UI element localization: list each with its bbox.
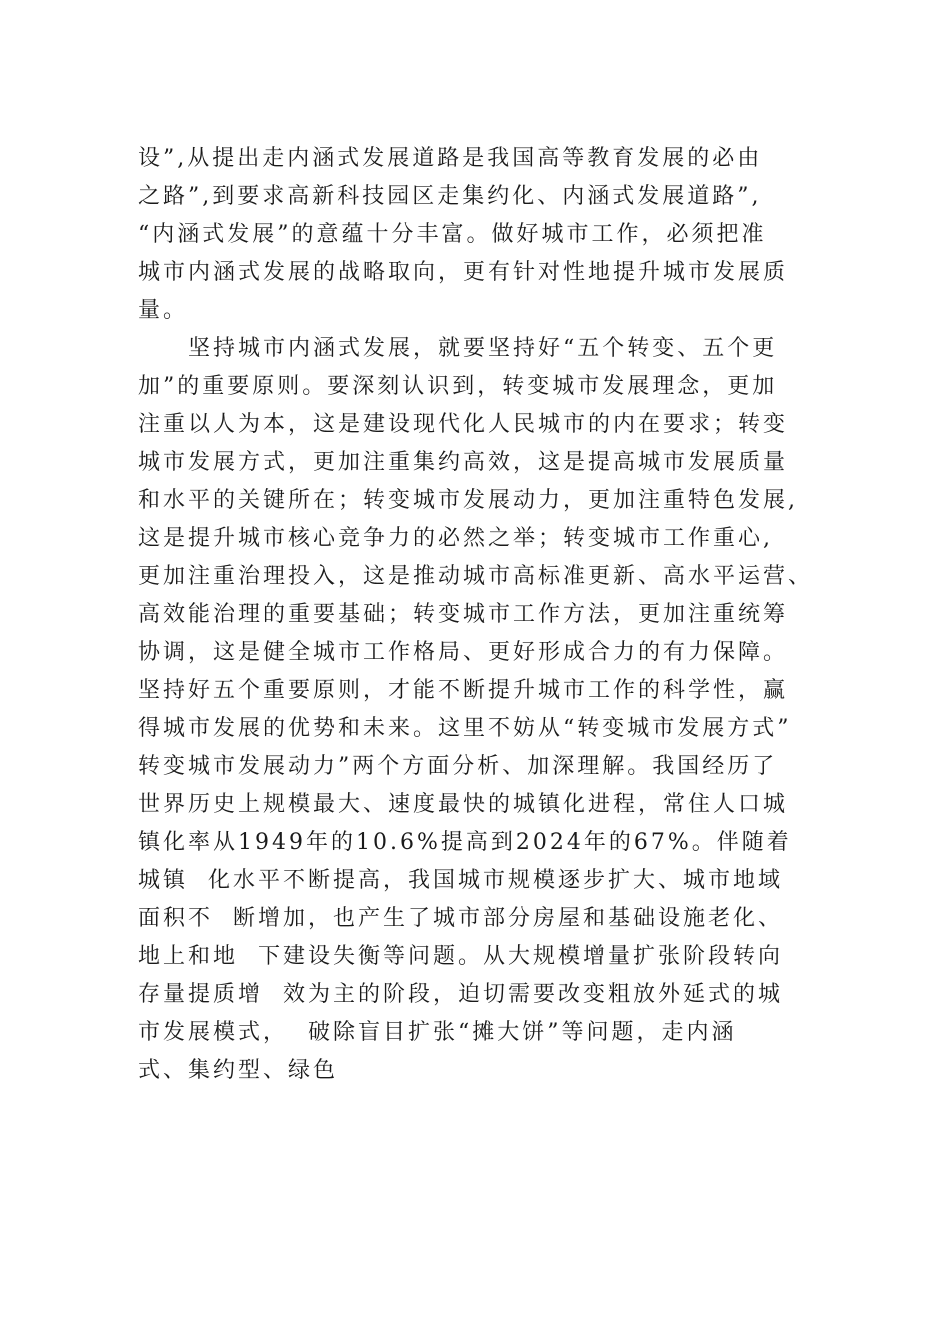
text-line: 城市内涵式发展的战略取向，更有针对性地提升城市发展质 [138,260,789,285]
text-line: 式、集约型、绿色 [138,1058,339,1083]
text-line: 注重以人为本，这是建设现代化人民城市的内在要求；转变 [138,412,789,437]
text-line: 镇化率从1949年的10.6%提高到2024年的67%。伴随着 [138,830,792,855]
text-line: 这是提升城市核心竞争力的必然之举；转变城市工作重心, [138,526,773,551]
text-line: 高效能治理的重要基础；转变城市工作方法，更加注重统筹 [138,602,789,627]
text-line: 面积不 断增加，也产生了城市部分房屋和基础设施老化、 [138,906,783,931]
text-line: “内涵式发展”的意蕴十分丰富。做好城市工作，必须把准 [138,222,767,247]
text-line: 地上和地 下建设失衡等问题。从大规模增量扩张阶段转向 [138,944,783,969]
text-line: 城市发展方式，更加注重集约高效，这是提高城市发展质量 [138,450,789,475]
text-line: 市发展模式， 破除盲目扩张“摊大饼”等问题，走内涵 [138,1020,737,1045]
text-line: 城镇 化水平不断提高，我国城市规模逐步扩大、城市地域 [138,868,783,893]
text-line: 和水平的关键所在；转变城市发展动力，更加注重特色发展, [138,488,798,513]
text-line: 加”的重要原则。要深刻认识到，转变城市发展理念，更加 [138,374,778,399]
text-line: 世界历史上规模最大、速度最快的城镇化进程，常住人口城 [138,792,789,817]
text-line: 得城市发展的优势和未来。这里不妨从“转变城市发展方式” [138,716,792,741]
text-line: 设”,从提出走内涵式发展道路是我国高等教育发展的必由 [138,146,763,171]
body-text [138,140,838,1090]
text-line: 存量提质增 效为主的阶段，迫切需要改变粗放外延式的城 [138,982,783,1007]
text-line: 更加注重治理投入，这是推动城市高标准更新、高水平运营、 [138,564,814,589]
text-line: 转变城市发展动力”两个方面分析、加深理解。我国经历了 [138,754,778,779]
text-line: 坚持好五个重要原则，才能不断提升城市工作的科学性，赢 [138,678,789,703]
text-line: 之路”,到要求高新科技园区走集约化、内涵式发展道路”, [138,184,762,209]
text-line: 协调，这是健全城市工作格局、更好形成合力的有力保障。 [138,640,789,665]
text-line: 量。 [138,298,189,323]
text-line: 坚持城市内涵式发展，就要坚持好“五个转变、五个更 [138,336,778,361]
